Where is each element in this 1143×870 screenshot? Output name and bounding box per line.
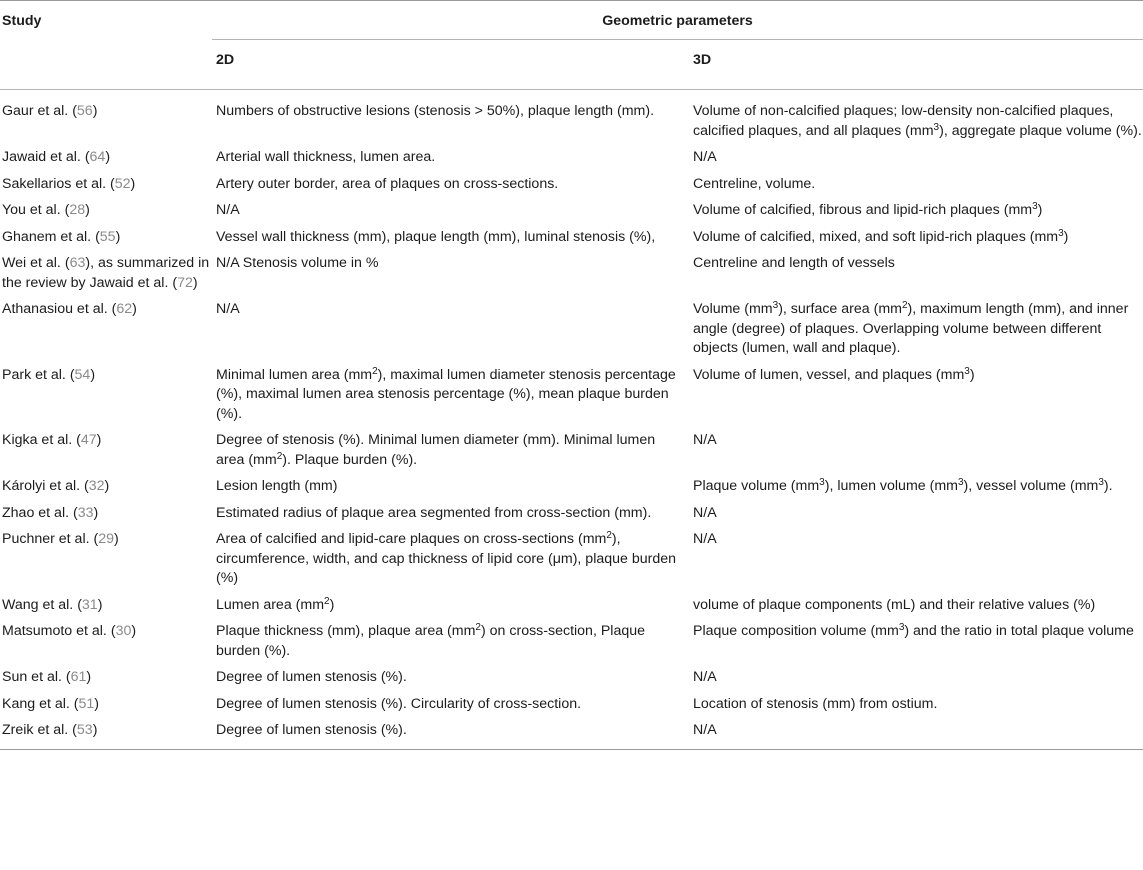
cell-2d: Artery outer border, area of plaques on cross-sections. [216,175,559,192]
reference-link[interactable]: 32 [88,478,105,494]
cell-2d: Vessel wall thickness (mm), plaque length (mm), luminal stenosis (%), [216,228,656,245]
study-name: Sakellarios et al. [2,175,107,192]
reference-link[interactable]: 52 [114,175,131,192]
cell-3d: Plaque composition volume $(mm^3)$ and the ratio in total plaque volume [693,622,1134,639]
table-row [0,622,1143,668]
reference-link[interactable]: 62 [116,301,133,317]
header-2d: 2D [212,40,689,90]
study-name: Zreik et al. [2,722,69,738]
cell-study: Sun et al. (61) [2,669,92,685]
cell-3d: volume of plaque components (mL) and their relative values (%) [693,596,1096,613]
cell-study: Matsumoto et al. (30) [2,623,137,639]
cell-study: Jawaid et al. (64) [2,149,111,165]
table-row [0,175,1143,202]
reference-link[interactable]: 63 [69,255,86,271]
cell-study: Athanasiou et al. (62) [2,301,137,317]
cell-3d: N/A [689,721,1143,749]
study-name: Athanasiou et al. [2,301,108,317]
table-row [0,90,1143,149]
cell-3d: N/A [693,149,717,165]
cell-2d: N/A [216,301,240,317]
cell-2d: Lumen area $(mm^2)$ [216,595,335,613]
table-row [0,596,1143,623]
table-row [0,366,1143,432]
study-name: Matsumoto et al. [2,623,107,639]
cell-study: Kang et al. (51) [2,695,100,712]
header-study: Study [0,1,212,40]
study-name: Wei et al. [2,255,61,271]
cell-3d: Volume of calcified, mixed, and soft lipid-rich plaques $(mm^3)$ [693,227,1069,245]
cell-study: Zhao et al. (33) [2,504,99,521]
cell-2d: Area of calcified and lipid-care plaques on cross-sections $(mm^2)$, circumference, width, and cap thickness of lipid core (μm), plaque burden (%) [216,530,677,586]
study-name: Sun et al. [2,669,62,685]
cell-2d: Numbers of obstructive lesions (stenosis > 50%), plaque length (mm). [216,103,655,119]
table-row [0,201,1143,228]
cell-study: Gaur et al. (56) [2,103,98,119]
cell-study: Ghanem et al. (55) [2,228,121,245]
table-row [0,228,1143,255]
cell-2d: Degree of lumen stenosis (%). [212,721,689,749]
study-name: Zhao et al. [2,504,70,521]
table-row [0,431,1143,477]
cell-study: Park et al. (54) [2,366,96,383]
cell-2d: Lesion length (mm) [216,478,338,494]
header-geometric-parameters: Geometric parameters [212,1,1143,40]
table-row [0,504,1143,531]
reference-link[interactable]: 47 [80,432,97,448]
cell-2d: Degree of stenosis (%). Minimal lumen diameter (mm). Minimal lumen area $(mm^2)$. Plaque burden (%). [216,432,656,468]
table-row [0,300,1143,366]
reference-link[interactable]: 29 [98,531,114,547]
reference-link[interactable]: 56 [76,103,93,119]
cell-2d: Minimal lumen area $(mm^2)$, maximal lumen diameter stenosis percentage (%), maximal lumen area stenosis percentage (%), mean plaque burden (%). [216,365,676,422]
cell-study: Zreik et al. (53) [0,721,212,749]
study-note: , as summarized in the review by Jawaid et al. [2,255,210,291]
header-3d: 3D [689,40,1143,90]
study-name: Ghanem et al. [2,228,92,245]
cell-3d: Volume of lumen, vessel, and plaques $(mm^3)$ [693,365,975,383]
table-row [0,668,1143,695]
reference-link[interactable]: 72 [177,274,193,291]
study-name: Wang et al. [2,596,74,613]
cell-3d: N/A [693,432,717,448]
table-row [0,530,1143,596]
cell-3d: N/A [693,669,717,685]
study-name: Kang et al. [2,695,70,712]
cell-2d: N/A [216,202,240,218]
cell-study: Wei et al. (63), as summarized in the review by Jawaid et al. (72) [2,255,210,291]
cell-3d: Centreline and length of vessels [693,255,895,271]
cell-3d: Volume $(mm^3)$, surface area $(mm^2)$, maximum length (mm), and inner angle (degree) of plaques. Overlapping volume between different objects (lumen, wall and plaque). [693,300,1129,356]
table-header [0,1,1143,90]
cell-study: Wang et al. (31) [2,596,103,613]
table-row [0,254,1143,300]
cell-2d: Estimated radius of plaque area segmented from cross-section (mm). [216,504,652,521]
reference-link[interactable]: 31 [81,596,98,613]
reference-link[interactable]: 54 [74,366,91,383]
cell-3d: Volume of calcified, fibrous and lipid-rich plaques $(mm^3)$ [693,201,1043,218]
cell-3d: N/A [693,531,717,547]
study-name: Puchner et al. [2,531,90,547]
cell-2d: Arterial wall thickness, lumen area. [216,149,436,165]
table-row [0,148,1143,175]
cell-study: Károlyi et al. (32) [2,478,110,494]
cell-study: You et al. (28) [2,202,90,218]
cell-2d: Plaque thickness (mm), plaque area $(mm^2)$ on cross-section, Plaque burden (%). [216,622,646,659]
cell-3d: Location of stenosis (mm) from ostium. [693,695,938,712]
reference-link[interactable]: 33 [77,504,94,521]
cell-study: Kigka et al. (47) [2,432,102,448]
study-name: Jawaid et al. [2,149,81,165]
study-name: Gaur et al. [2,103,69,119]
study-name: Kigka et al. [2,432,73,448]
cell-2d: Degree of lumen stenosis (%). [216,669,407,685]
cell-study: Sakellarios et al. (52) [2,175,136,192]
study-name: Károlyi et al. [2,478,81,494]
cell-2d: Degree of lumen stenosis (%). Circularity of cross-section. [216,695,582,712]
table-body [0,90,1143,750]
cell-3d: N/A [693,504,717,521]
table-row [0,477,1143,504]
study-name: Park et al. [2,366,66,383]
cell-2d: N/A Stenosis volume in % [216,255,379,271]
reference-link[interactable]: 28 [69,202,86,218]
cell-3d: Volume of non-calcified plaques; low-density non-calcified plaques, calcified plaques, and all plaques $(mm^3)$, aggregate plaque volume (%). [693,103,1142,139]
cell-study: Puchner et al. (29) [2,531,119,547]
cell-3d: Plaque volume $(mm^3)$, lumen volume $(mm^3)$, vessel volume $(mm^3)$. [693,477,1113,494]
reference-link[interactable]: 51 [78,695,95,712]
study-name: You et al. [2,202,61,218]
table-row [0,721,1143,749]
header-study-spacer [0,40,212,90]
table-row [0,695,1143,722]
reference-link[interactable]: 55 [99,228,116,245]
reference-link[interactable]: 30 [115,623,132,639]
reference-link[interactable]: 53 [76,722,93,738]
cell-3d: Centreline, volume. [693,175,816,192]
reference-link[interactable]: 64 [89,149,106,165]
reference-link[interactable]: 61 [70,669,87,685]
